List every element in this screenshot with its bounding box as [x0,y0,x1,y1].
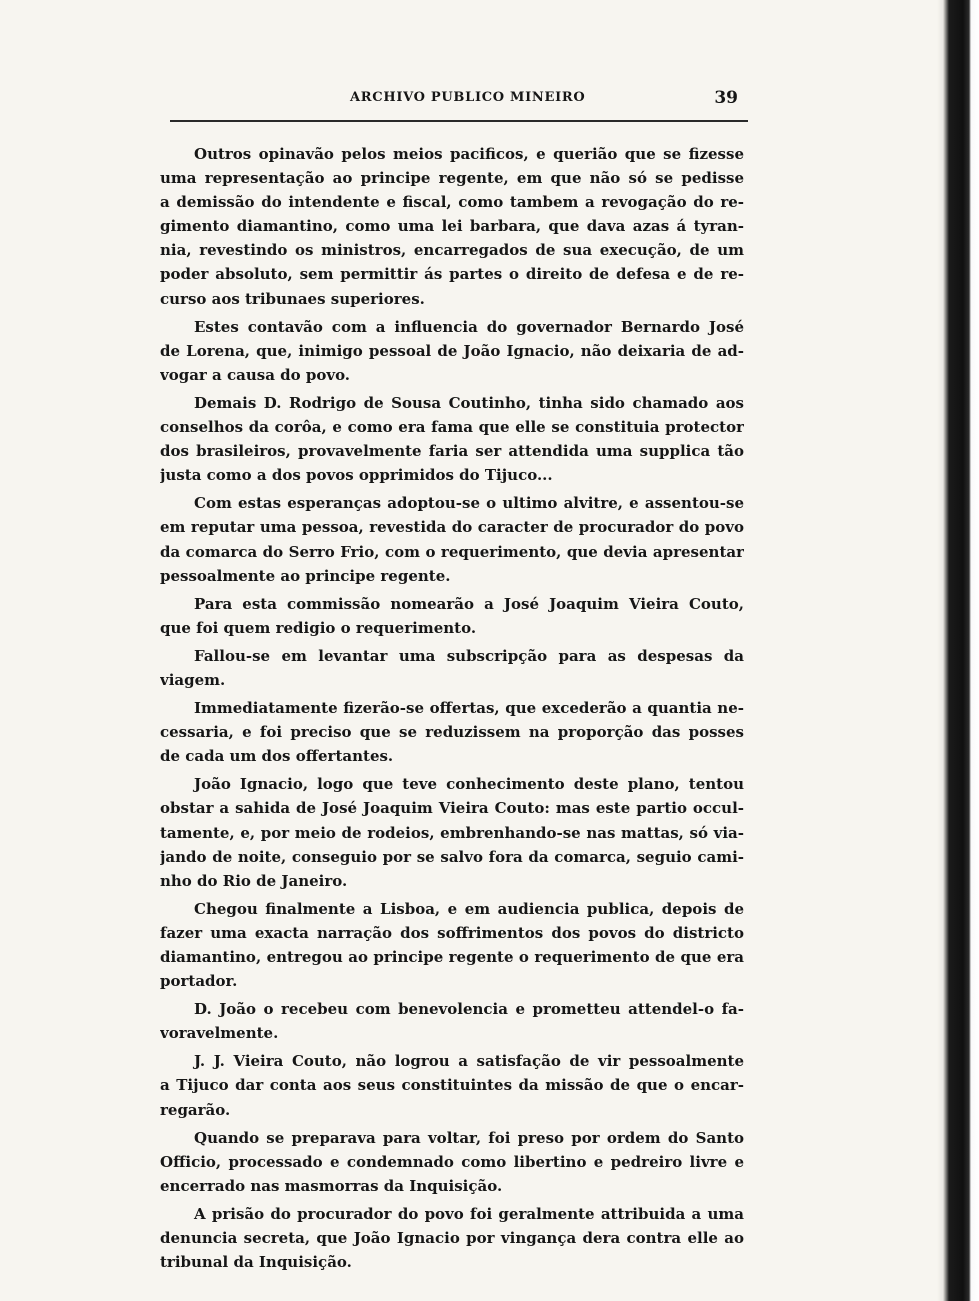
text-line: curso aos tribunaes superiores. [160,289,425,308]
text-line: de cada um dos offertantes. [160,747,394,766]
text-line: tribunal da Inquisição. [160,1253,352,1272]
text-line: nia, revestindo os ministros, encarregados de sua execução, de um [160,241,744,260]
text-line: gimento diamantino, como uma lei barbara, que dava azas á tyran- [160,217,744,236]
text-line: Fallou-se em levantar uma subscripção para as despesas da [194,646,744,665]
text-line: justa como a dos povos opprimidos do Tijuco... [160,466,553,485]
text-line: Quando se preparava para voltar, foi preso por ordem do Santo [194,1128,744,1147]
text-line: dos brasileiros, provavelmente faria ser attendida uma supplica tão [160,442,744,461]
page-header [170,88,746,118]
paragraph [160,391,744,487]
text-line: a Tijuco dar conta aos seus constituintes da missão de que o encar- [160,1076,744,1095]
text-line: em reputar uma pessoa, revestida do caracter de procurador do povo [160,518,744,537]
text-line: fazer uma exacta narração dos soffrimentos dos povos do districto [160,923,744,942]
paragraph [160,142,744,311]
text-line: uma representação ao principe regente, em que não só se pedisse [160,169,744,188]
text-line: poder absoluto, sem permittir ás partes o direito de defesa e de re- [160,265,744,284]
header-rule [170,120,748,122]
text-line: nho do Rio de Janeiro. [160,871,348,890]
paragraph [160,997,744,1045]
paragraph [160,1126,744,1198]
text-line: de Lorena, que, inimigo pessoal de João Ignacio, não deixaria de ad- [160,341,744,360]
text-line: viagem. [160,670,226,689]
text-line: Officio, processado e condemnado como libertino e pedreiro livre e [160,1152,744,1171]
page-edge-shadow [937,0,979,1301]
text-line: Com estas esperanças adoptou-se o ultimo alvitre, e assentou-se [194,494,744,513]
text-line: obstar a sahida de José Joaquim Vieira Couto: mas este partio occul- [160,799,744,818]
body-text [160,142,744,1274]
text-line: jando de noite, conseguio por se salvo fora da comarca, seguio cami- [160,847,744,866]
text-line: Immediatamente fizerão-se offertas, que excederão a quantia ne- [194,699,744,718]
paragraph [160,1049,744,1121]
text-line: J. J. Vieira Couto, não logrou a satisfação de vir pessoalmente [194,1052,744,1071]
text-line: Estes contavão com a influencia do governador Bernardo José [194,317,744,336]
page-number: 39 [714,88,738,108]
text-line: Para esta commissão nomearão a José Joaquim Vieira Couto, [194,594,744,613]
running-title: ARCHIVO PUBLICO MINEIRO [350,90,586,105]
text-line: da comarca do Serro Frio, com o requerimento, que devia apresentar [160,542,744,561]
text-line: conselhos da corôa, e como era fama que elle se constituia protector [160,418,744,437]
text-line: que foi quem redigio o requerimento. [160,618,477,637]
text-line: tamente, e, por meio de rodeios, embrenhando-se nas mattas, só via- [160,823,744,842]
paragraph [160,897,744,993]
text-line: João Ignacio, logo que teve conhecimento deste plano, tentou [194,775,744,794]
paragraph [160,1202,744,1274]
paragraph [160,592,744,640]
text-line: denuncia secreta, que João Ignacio por vingança dera contra elle ao [160,1229,744,1248]
text-line: voravelmente. [160,1024,279,1043]
paragraph [160,772,744,892]
text-line: A prisão do procurador do povo foi geralmente attribuida a uma [194,1204,744,1223]
text-line: D. João o recebeu com benevolencia e prometteu attendel-o fa- [194,1000,744,1019]
text-line: pessoalmente ao principe regente. [160,566,451,585]
text-line: Demais D. Rodrigo de Sousa Coutinho, tinha sido chamado aos [194,393,744,412]
text-line: regarão. [160,1100,231,1119]
text-line: Chegou finalmente a Lisboa, e em audiencia publica, depois de [194,899,744,918]
paragraph [160,491,744,587]
paragraph [160,315,744,387]
paragraph [160,644,744,692]
paragraph [160,696,744,768]
text-line: encerrado nas masmorras da Inquisição. [160,1176,503,1195]
text-line: Outros opinavão pelos meios pacificos, e querião que se fizesse [194,145,744,163]
text-line: a demissão do intendente e fiscal, como tambem a revogação do re- [160,193,744,212]
text-line: vogar a causa do povo. [160,365,351,384]
text-line: diamantino, entregou ao principe regente o requerimento de que era [160,948,744,966]
text-line: cessaria, e foi preciso que se reduzissem na proporção das posses [160,723,744,742]
text-line: portador. [160,972,238,991]
